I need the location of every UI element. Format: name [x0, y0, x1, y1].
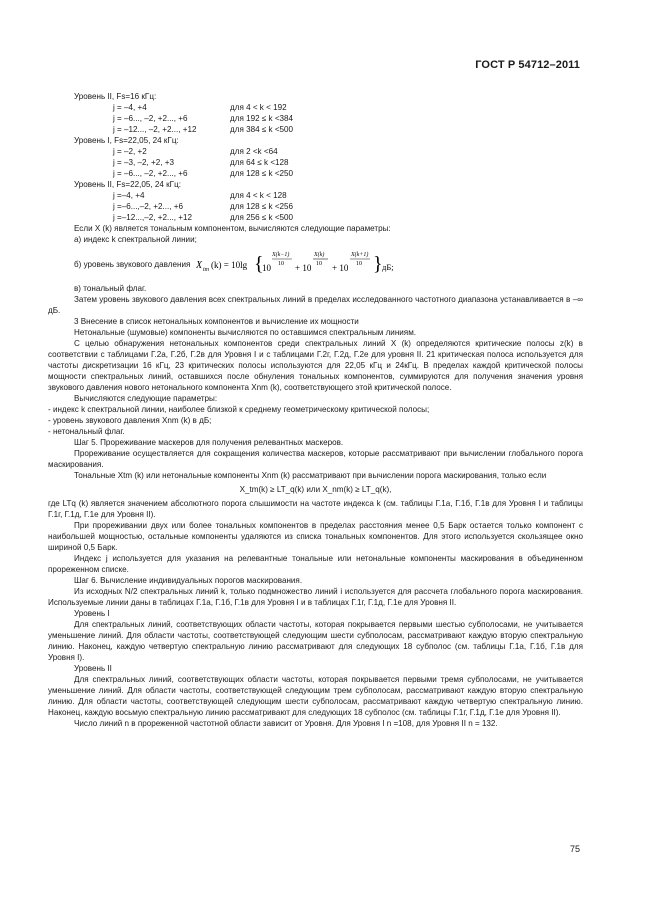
svg-text:10: 10: [316, 261, 323, 267]
svg-text:+ 10: + 10: [295, 263, 312, 273]
paragraph: Уровень I: [74, 609, 110, 618]
paragraph: где LTq (k) является значением абсолютного порога слышимости на частоте индекса k (см. таблицы Г.1а, Г.1б, Г.1в для Уровня I и таблицы Г.1г, Г.1д, Г.1е для Уровня II).: [48, 499, 583, 519]
condition-row: [48, 102, 583, 113]
condition-row: [48, 157, 583, 168]
paragraph: Уровень I, Fs=22,05, 24 кГц:: [74, 136, 179, 145]
condition-range: для 2 <k <64: [230, 147, 278, 156]
paragraph: Индекс j используется для указания на релевантные тональные или нетональные компоненты маскирования в объединенном прореженном списке.: [48, 554, 583, 574]
svg-text:}: }: [373, 253, 383, 275]
page-number: 75: [569, 844, 580, 854]
condition-index: j = –12..., –2, +2..., +12: [113, 125, 197, 134]
paragraph: Затем уровень звукового давления всех спектральных линий в пределах исследованного частотного диапазона устанавливается в –∞ дБ.: [48, 295, 583, 315]
paragraph: Для спектральных линий, соответствующих области частоты, которая покрывается первыми тремя субполосами, не учитывается уменьшение линий. Для области частоты, соответствующей следующим трем субполосам, рассматривают каждую вторую спектральную линию. Для области частоты, соответствующей следующим шести субполосам, рассматривают каждую четвертую спектральную линию. Наконец, каждую восьмую спектральную линию рассматривают для следующих 18 субполос (см. таблицы Г.1г, Г.1д, Г.1е для Уровня II).: [48, 675, 583, 717]
condition-range: для 128 ≤ k <256: [230, 202, 294, 211]
condition-index: j =–6...,–2, +2..., +6: [113, 202, 183, 211]
paragraph: в) тональный флаг.: [74, 284, 147, 293]
paragraph: Уровень II, Fs=16 кГц:: [74, 92, 157, 101]
condition-range: для 256 ≤ k <500: [230, 213, 294, 222]
condition-row: [48, 212, 583, 223]
paragraph: - нетональный флаг.: [48, 427, 125, 436]
condition-row: [48, 113, 583, 124]
paragraph: Уровень II, Fs=22,05, 24 кГц:: [74, 180, 181, 189]
condition-index: j = –4, +4: [113, 103, 147, 112]
svg-text:X(k): X(k): [314, 252, 325, 258]
page-body: [48, 91, 583, 729]
paragraph: - индекс k спектральной линии, наиболее близкой к среднему геометрическому критической полосы;: [48, 405, 430, 414]
svg-text:{: {: [254, 253, 264, 275]
formula-row: [48, 245, 583, 283]
condition-range: для 4 < k < 192: [230, 103, 287, 112]
condition-row: [48, 124, 583, 135]
svg-text:X(k−1): X(k−1): [272, 252, 290, 258]
svg-text:(k) = 10lg: (k) = 10lg: [211, 260, 248, 270]
condition-row: [48, 146, 583, 157]
condition-index: j = –2, +2: [113, 147, 147, 156]
paragraph: С целью обнаружения нетональных компонентов среди спектральных линий X (k) определяются критические полосы z(k) в соответствии с таблицами Г.2а, Г.2б, Г.2в для Уровня I и с таблицами Г.2г, Г.2д, Г.2е для уровня II. 21 критическая полоса используется для частоты дискретизации 16 кГц, 23 критических полосы используются для 22,05 кГц и 24кГц. В пределах каждой критической полосы мощности спектральных линий, оставшихся после обнуления тональных компонентов, суммируются для получения значения уровня звукового давления нового нетонального компонента Xnm (k), соответствующего этой критической полосе.: [48, 339, 583, 392]
svg-text:+ 10: + 10: [332, 263, 349, 273]
svg-text:10: 10: [278, 261, 285, 267]
svg-text:X(k+1): X(k+1): [351, 252, 369, 258]
condition-index: j =–12...,–2, +2..., +12: [113, 213, 192, 222]
paragraph: Тональные Xtm (k) или нетональные компоненты Xnm (k) рассматривают при вычислении порога маскирования, только если: [74, 471, 547, 480]
standard-header: ГОСТ Р 54712–2011: [475, 59, 580, 71]
paragraph: Нетональные (шумовые) компоненты вычисляются по оставшимся спектральным линиям.: [74, 328, 417, 337]
svg-text:tm: tm: [203, 267, 210, 273]
paragraph: При прореживании двух или более тональных компонентов в пределах расстояния менее 0,5 Барк остается только компонент с наибольшей мощностью, остальные компоненты удаляются из списка тональных компонентов. Для этого используется скользящее окно шириной 0,5 Барк.: [48, 521, 583, 552]
condition-index: j = –3, –2, +2, +3: [113, 158, 174, 167]
condition-range: для 128 ≤ k <250: [230, 169, 294, 178]
svg-text:дБ;: дБ;: [382, 262, 394, 272]
svg-text:X: X: [196, 260, 203, 271]
condition-range: для 64 ≤ k <128: [230, 158, 289, 167]
paragraph: Число линий n в прореженной частотной области зависит от Уровня. Для Уровня I n =108, для Уровня II n = 132.: [74, 719, 498, 728]
svg-text:10: 10: [356, 261, 363, 267]
paragraph: Из исходных N/2 спектральных линий k, только подмножество линий i используется для рассчета глобального порога маскирования. Используемые линии даны в таблицах Г.1а, Г.1б, Г.1в для Уровня I и в таблицах Г.1г, Г.1д, Г.1е для Уровня II.: [48, 587, 583, 607]
paragraph: Уровень II: [74, 664, 112, 673]
paragraph: Если X (k) является тональным компонентом, вычисляются следующие параметры:: [74, 224, 391, 233]
paragraph: Шаг 6. Вычисление индивидуальных порогов маскирования.: [74, 576, 303, 585]
paragraph: а) индекс k спектральной линии;: [74, 235, 197, 244]
paragraph: Для спектральных линий, соответствующих области частоты, которая покрывается первыми шестью субполосами, не учитывается уменьшение линий. Для области частоты, соответствующей следующим шести субполосам, рассматривают каждую вторую спектральную линию. Наконец, каждую четвертую спектральную линию рассматривают для следующих 18 субполос (см. таблицы Г.1а, Г.1б, Г.1в для Уровня I).: [48, 620, 583, 662]
sound-pressure-formula: [196, 246, 396, 282]
condition-range: для 4 < k < 128: [230, 191, 287, 200]
condition-row: [48, 168, 583, 179]
condition-range: для 384 ≤ k <500: [230, 125, 294, 134]
condition-index: j = –6..., –2, +2..., +6: [113, 114, 188, 123]
paragraph: Шаг 5. Прореживание маскеров для получения релевантных маскеров.: [74, 438, 344, 447]
paragraph: Вычисляются следующие параметры:: [74, 394, 218, 403]
masking-condition: X_tm(k) ≥ LT_q(k) или X_nm(k) ≥ LT_q(k),: [239, 485, 392, 494]
paragraph: Прореживание осуществляется для сокращения количества маскеров, которые рассматривают при вычислении глобального порога маскирования.: [48, 449, 583, 469]
svg-text:10: 10: [262, 263, 272, 273]
condition-range: для 192 ≤ k <384: [230, 114, 294, 123]
formula-label: б) уровень звукового давления: [74, 259, 191, 269]
condition-index: j =–4, +4: [113, 191, 145, 200]
paragraph: 3 Внесение в список нетональных компонентов и вычисление их мощности: [74, 317, 359, 326]
paragraph: - уровень звукового давления Xnm (k) в дБ;: [48, 416, 212, 425]
condition-index: j = –6..., –2, +2..., +6: [113, 169, 188, 178]
condition-row: [48, 190, 583, 201]
condition-row: [48, 201, 583, 212]
